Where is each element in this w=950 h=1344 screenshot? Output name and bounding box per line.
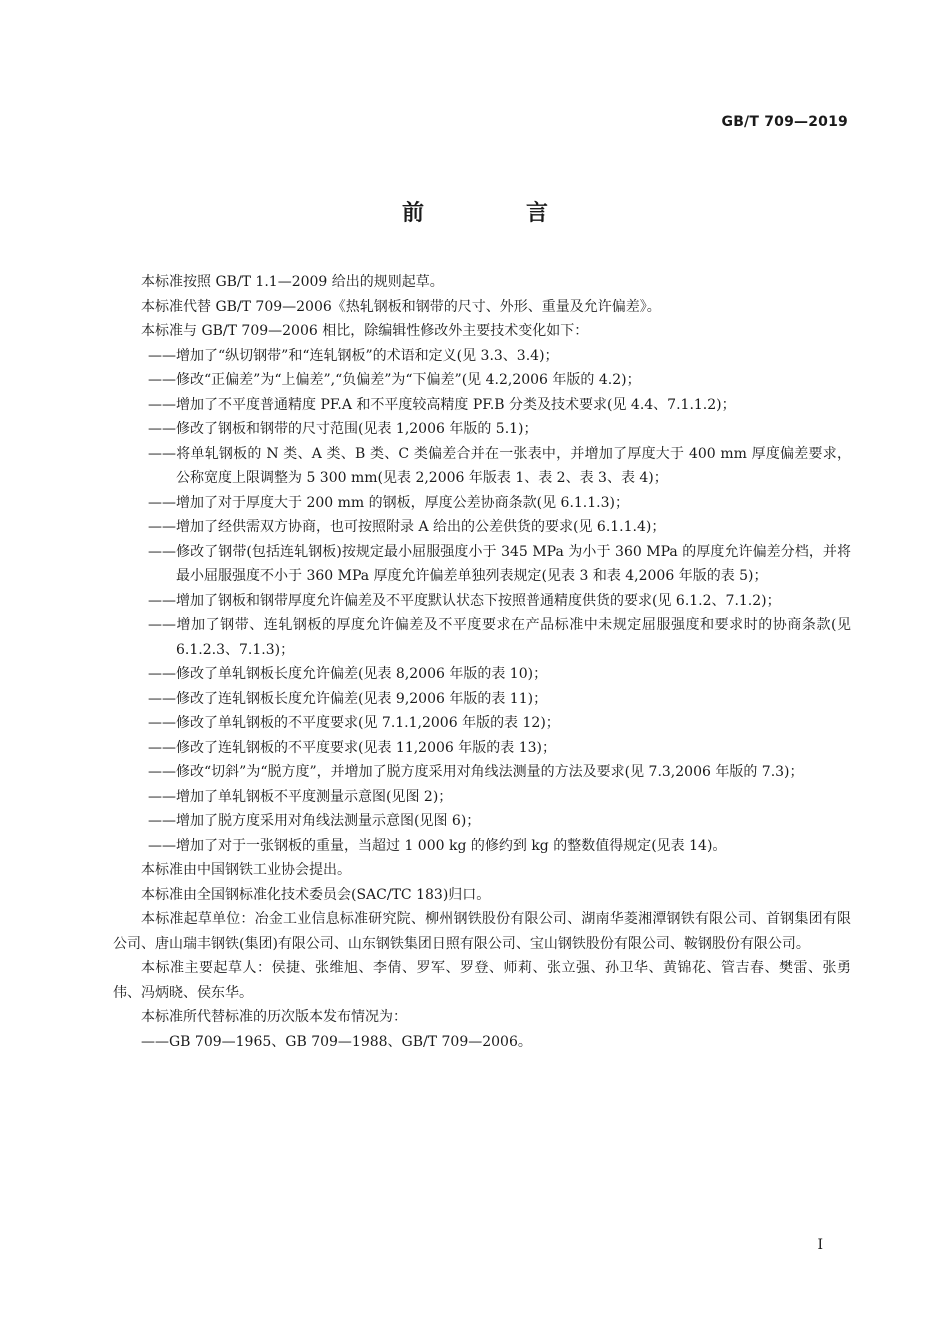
change-item: ——修改了单轧钢板长度允许偏差(见表 8,2006 年版的表 10)； xyxy=(148,666,548,682)
paragraph: 本标准由全国钢标准化技术委员会(SAC/TC 183)归口。 xyxy=(141,886,491,903)
change-item: ——增加了不平度普通精度 PF.A 和不平度较高精度 PF.B 分类及技术要求(见 4.4、7.1.1.2)； xyxy=(148,396,736,413)
paragraph: 本标准起草单位：冶金工业信息标准研究院、柳州钢铁股份有限公司、湖南华菱湘潭钢铁有限公司、首钢集团有限公司、唐山瑞丰钢铁(集团)有限公司、山东钢铁集团日照有限公司、宝山钢铁股份有限公司、鞍钢股份有限公司。 xyxy=(113,911,851,952)
change-item: ——增加了对于厚度大于 200 mm 的钢板，厚度公差协商条款(见 6.1.1.3)； xyxy=(148,494,629,511)
paragraph: 本标准所代替标准的历次版本发布情况为： xyxy=(141,1009,407,1025)
page-title: 前 言 xyxy=(401,200,588,226)
paragraph: 本标准由中国钢铁工业协会提出。 xyxy=(141,862,351,878)
paragraph: 本标准与 GB/T 709—2006 相比，除编辑性修改外主要技术变化如下： xyxy=(141,323,589,339)
change-item: ——增加了经供需双方协商，也可按照附录 A 给出的公差供货的要求(见 6.1.1.4)； xyxy=(148,519,666,535)
change-item: ——增加了钢带、连轧钢板的厚度允许偏差及不平度要求在产品标准中未规定屈服强度和要求时的协商条款(见 6.1.2.3、7.1.3)； xyxy=(148,617,851,658)
change-item: ——增加了脱方度采用对角线法测量示意图(见图 6)； xyxy=(148,813,481,829)
paragraph: 本标准代替 GB/T 709—2006《热轧钢板和钢带的尺寸、外形、重量及允许偏差》。 xyxy=(141,298,661,315)
version-history-item: ——GB 709—1965、GB 709—1988、GB/T 709—2006。 xyxy=(141,1033,532,1050)
change-item: ——修改了钢板和钢带的尺寸范围(见表 1,2006 年版的 5.1)； xyxy=(148,421,538,437)
change-item: ——修改了钢带(包括连轧钢板)按规定最小屈服强度小于 345 MPa 为小于 360 MPa 的厚度允许偏差分档，并将最小屈服强度不小于 360 MPa 厚度允许偏差单独列表规定(见表 3 和表 4,2006 年版的表 5)； xyxy=(148,543,851,584)
change-item: ——将单轧钢板的 N 类、A 类、B 类、C 类偏差合并在一张表中，并增加了厚度大于 400 mm 厚度偏差要求，公称宽度上限调整为 5 300 mm(见表 2,2006 年版表 1、表 2、表 3、表 4)； xyxy=(148,445,851,486)
change-item: ——增加了单轧钢板不平度测量示意图(见图 2)； xyxy=(148,788,453,805)
change-item: ——增加了“纵切钢带”和“连轧钢板”的术语和定义(见 3.3、3.4)； xyxy=(148,347,559,364)
change-item: ——修改了单轧钢板的不平度要求(见 7.1.1,2006 年版的表 12)； xyxy=(148,715,560,731)
change-item: ——增加了对于一张钢板的重量，当超过 1 000 kg 的修约到 kg 的整数值得规定(见表 14)。 xyxy=(148,837,727,854)
change-item: ——修改“切斜”为“脱方度”，并增加了脱方度采用对角线法测量的方法及要求(见 7.3,2006 年版的 7.3)； xyxy=(148,764,804,780)
paragraph: 本标准按照 GB/T 1.1—2009 给出的规则起草。 xyxy=(141,274,444,290)
document-body xyxy=(113,270,851,1054)
change-item: ——增加了钢板和钢带厚度允许偏差及不平度默认状态下按照普通精度供货的要求(见 6.1.2、7.1.2)； xyxy=(148,592,781,609)
paragraph: 本标准主要起草人：侯捷、张维旭、李倩、罗军、罗登、师莉、张立强、孙卫华、黄锦花、管吉春、樊雷、张勇伟、冯炳晓、侯东华。 xyxy=(113,960,851,1001)
standard-code: GB/T 709—2019 xyxy=(721,114,848,130)
change-item: ——修改“正偏差”为“上偏差”,“负偏差”为“下偏差”(见 4.2,2006 年版的 4.2)； xyxy=(148,372,641,388)
change-item: ——修改了连轧钢板长度允许偏差(见表 9,2006 年版的表 11)； xyxy=(148,690,548,707)
change-item: ——修改了连轧钢板的不平度要求(见表 11,2006 年版的表 13)； xyxy=(148,739,556,756)
page-number: I xyxy=(817,1237,823,1253)
